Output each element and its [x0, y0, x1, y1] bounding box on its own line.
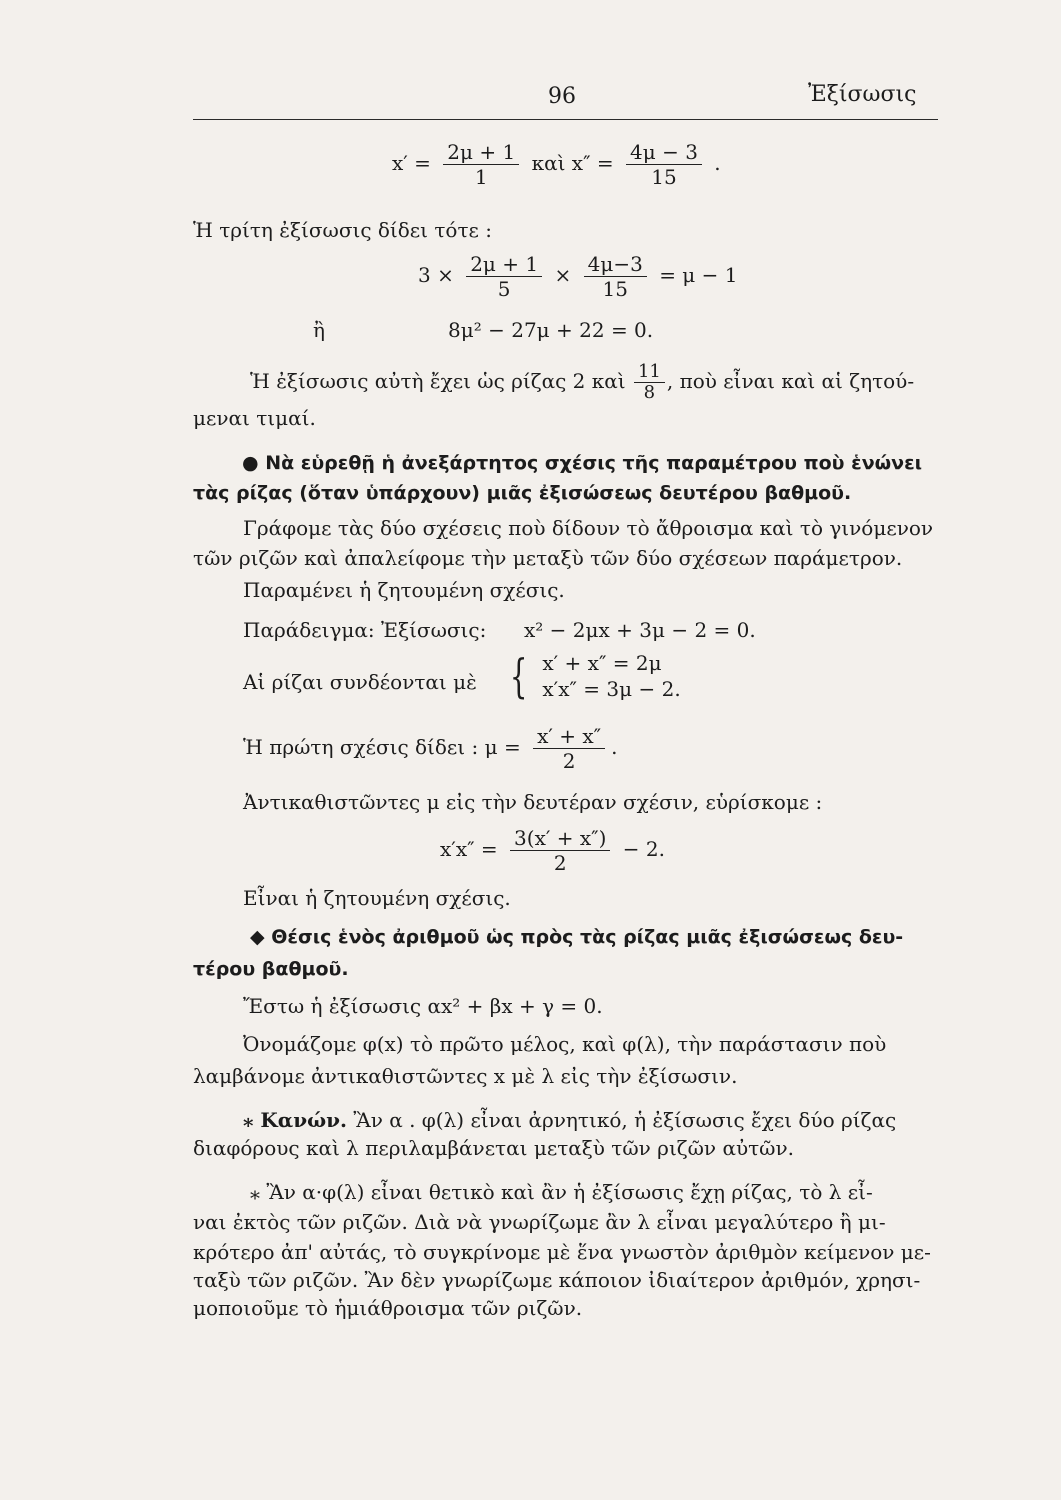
- rule-line-2: διαφόρους καὶ λ περιλαμβάνεται μεταξὺ τῶν ριζῶν αὐτῶν.: [193, 1136, 794, 1160]
- last-paragraph-line-1: ⁎ Ἂν α·φ(λ) εἶναι θετικὸ καὶ ἂν ἡ ἐξίσωσις ἔχῃ ρίζας, τὸ λ εἶ-: [250, 1180, 873, 1204]
- times-sign: ×: [554, 263, 572, 287]
- eq2-fraction-2: [584, 252, 647, 301]
- quadratic-in-mu: 8μ² − 27μ + 22 = 0.: [448, 318, 654, 342]
- roots-expression: [392, 140, 721, 189]
- final-relation: [440, 826, 665, 875]
- paragraph-1-line-3: Παραμένει ἡ ζητουμένη σχέσις.: [243, 578, 565, 602]
- example-label: Παράδειγμα: Ἐξίσωσις:: [243, 618, 487, 642]
- running-title: Ἐξίσωσις: [808, 82, 917, 107]
- first-relation-fraction: [533, 724, 605, 773]
- last-paragraph-line-5: μοποιοῦμε τὸ ἡμιάθροισμα τῶν ριζῶν.: [193, 1296, 583, 1320]
- example-equation: x² − 2μx + 3μ − 2 = 0.: [524, 618, 756, 642]
- section-heading-1b: τὰς ρίζας (ὅταν ὑπάρχουν) μιᾶς ἐξισώσεως δευτέρου βαθμοῦ.: [193, 482, 852, 504]
- rule-label: ⁎ Κανών.: [243, 1108, 347, 1132]
- final-denominator: 2: [553, 851, 567, 875]
- final-numerator: 3(x′ + x″): [510, 826, 610, 851]
- x2-numerator: 4μ − 3: [626, 140, 702, 165]
- final-label: Εἶναι ἡ ζητουμένη σχέσις.: [243, 886, 511, 910]
- system-lines: [542, 650, 680, 702]
- x1-label: x′ =: [392, 151, 431, 175]
- left-brace: {: [509, 649, 528, 703]
- final-lhs: x′x″ =: [440, 837, 498, 861]
- roots-sentence: [250, 362, 914, 403]
- eq2-fraction-1: [466, 252, 542, 301]
- roots-frac-den: 8: [634, 382, 665, 403]
- third-equation-intro: Ἡ τρίτη ἐξίσωσις δίδει τότε :: [193, 218, 492, 242]
- first-relation-text: Ἡ πρώτη σχέσις δίδει : μ =: [243, 735, 521, 759]
- naming-line-1: Ὀνομάζομε φ(x) τὸ πρῶτο μέλος, καὶ φ(λ), τὴν παράστασιν ποὺ: [243, 1032, 887, 1056]
- rule-line-1: [243, 1106, 896, 1134]
- first-relation-denominator: 2: [562, 749, 576, 773]
- paragraph-1-line-2: τῶν ριζῶν καὶ ἀπαλείφομε τὴν μεταξὺ τῶν δύο σχέσεων παράμετρον.: [193, 546, 903, 570]
- last-paragraph-line-3: κρότερο ἀπ' αὐτάς, τὸ συγκρίνομε μὲ ἕνα γνωστὸν ἀριθμὸν κείμενον με-: [193, 1240, 931, 1264]
- x2-denominator: 15: [651, 165, 677, 189]
- section-heading-1a: ● Νὰ εὑρεθῇ ἡ ἀνεξάρτητος σχέσις τῆς παραμέτρου ποὺ ἑνώνει: [242, 452, 923, 474]
- roots-text-b: , ποὺ εἶναι καὶ αἱ ζητού-: [666, 369, 915, 393]
- substitution-sentence: Ἀντικαθιστῶντες μ εἰς τὴν δευτέραν σχέσιν, εὑρίσκομε :: [243, 790, 823, 814]
- rule-text-a: Ἂν α . φ(λ) εἶναι ἀρνητικό, ἡ ἐξίσωσις ἔχει δύο ρίζας: [353, 1108, 897, 1132]
- system-sum: x′ + x″ = 2μ: [542, 651, 662, 675]
- last-paragraph-line-2: ναι ἐκτὸς τῶν ριζῶν. Διὰ νὰ γνωρίζωμε ἂν λ εἶναι μεγαλύτερο ἢ μι-: [193, 1210, 886, 1234]
- roots-text-a: Ἡ ἐξίσωσις αὐτὴ ἔχει ὡς ρίζας 2 καὶ: [250, 369, 626, 393]
- x1-fraction: [443, 140, 519, 189]
- system-product: x′x″ = 3μ − 2.: [542, 677, 681, 701]
- eq2-f2-denominator: 15: [602, 277, 628, 301]
- x1-denominator: 1: [474, 165, 488, 189]
- eq2-f2-numerator: 4μ−3: [584, 252, 647, 277]
- final-fraction: [510, 826, 610, 875]
- x1-numerator: 2μ + 1: [443, 140, 519, 165]
- final-rhs: − 2.: [622, 837, 665, 861]
- x2-label: καὶ x″ =: [531, 151, 614, 175]
- factor-three: 3 ×: [418, 263, 454, 287]
- section-heading-2b: τέρου βαθμοῦ.: [193, 958, 349, 980]
- period: .: [714, 151, 721, 175]
- roots-frac-num: 11: [637, 361, 661, 382]
- paragraph-1-line-1: Γράφομε τὰς δύο σχέσεις ποὺ δίδουν τὸ ἄθροισμα καὶ τὸ γινόμενον: [243, 516, 934, 540]
- x2-fraction: [626, 140, 702, 189]
- eq2-f1-numerator: 2μ + 1: [466, 252, 542, 277]
- roots-linked-label: Αἱ ρίζαι συνδέονται μὲ: [243, 670, 477, 694]
- or-word: ἢ: [313, 318, 325, 342]
- section-heading-2a: ◆ Θέσις ἑνὸς ἀριθμοῦ ὡς πρὸς τὰς ρίζας μιᾶς ἐξισώσεως δευ-: [250, 926, 904, 948]
- last-paragraph-line-4: ταξὺ τῶν ριζῶν. Ἂν δὲν γνωρίζωμε κάποιον ἰδιαίτερον ἀριθμόν, χρησι-: [193, 1268, 921, 1292]
- naming-line-2: λαμβάνομε ἀντικαθιστῶντες x μὲ λ εἰς τὴν ἐξίσωσιν.: [193, 1064, 738, 1088]
- first-relation: [243, 724, 617, 773]
- first-relation-numerator: x′ + x″: [533, 724, 605, 749]
- roots-fraction: [634, 362, 665, 403]
- page-number: 96: [548, 84, 576, 109]
- eq2-f1-denominator: 5: [497, 277, 511, 301]
- third-equation: [418, 252, 738, 301]
- eq2-rhs: = μ − 1: [659, 263, 738, 287]
- vieta-system: [500, 650, 681, 702]
- roots-sentence-cont: μεναι τιμαί.: [193, 406, 316, 430]
- period: .: [611, 735, 618, 759]
- let-equation: Ἔστω ἡ ἐξίσωσις αx² + βx + γ = 0.: [243, 994, 603, 1018]
- header-rule: [193, 119, 938, 120]
